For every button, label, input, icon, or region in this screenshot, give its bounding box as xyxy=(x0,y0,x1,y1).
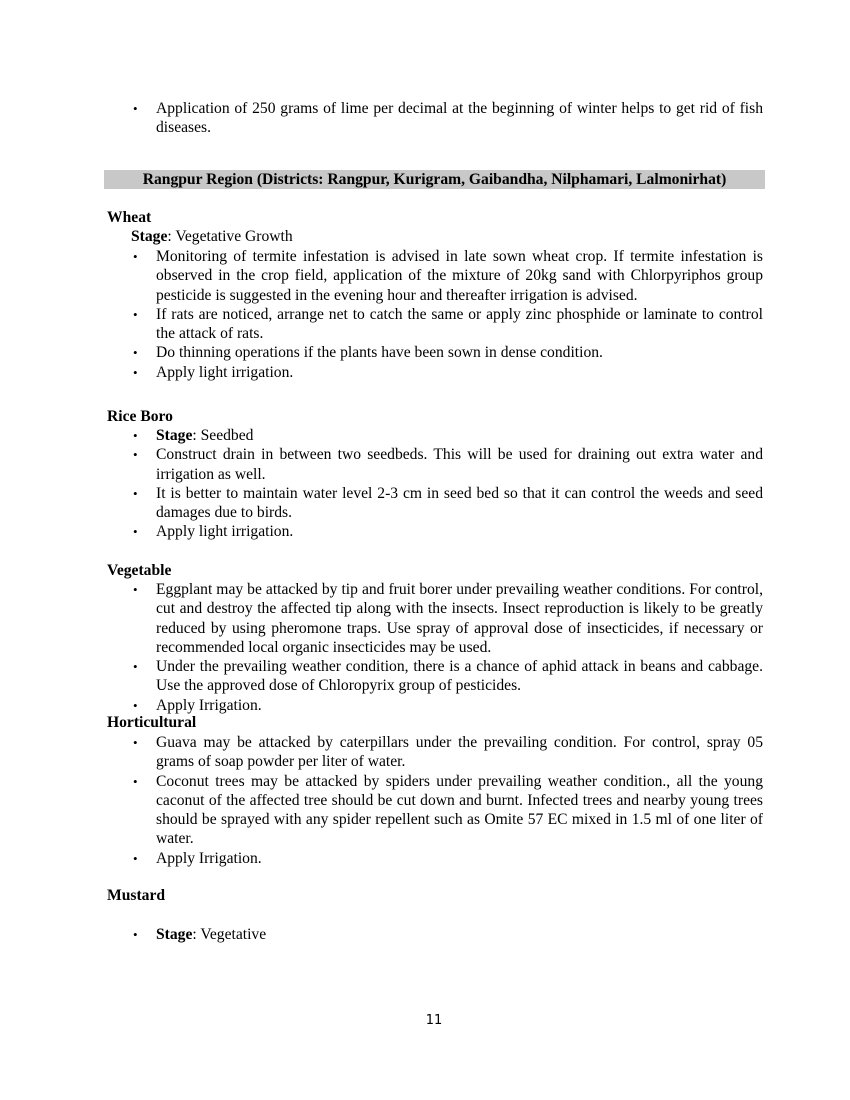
vegetable-heading: Vegetable xyxy=(107,562,172,579)
wheat-section xyxy=(107,247,763,382)
list-item: • Apply Irrigation. xyxy=(107,696,763,715)
list-item: • Under the prevailing weather condition, there is a chance of aphid attack in beans and cabbage. Use the approved dose of Chloropyrix group of pesticides. xyxy=(107,657,763,696)
region-header: Rangpur Region (Districts: Rangpur, Kurigram, Gaibandha, Nilphamari, Lalmonirhat) xyxy=(104,170,765,189)
wheat-heading: Wheat xyxy=(107,209,152,226)
list-item: • It is better to maintain water level 2-3 cm in seed bed so that it can control the weeds and seed damages due to birds. xyxy=(107,484,763,523)
rice-boro-section xyxy=(107,426,763,542)
list-item: • Coconut trees may be attacked by spiders under prevailing weather condition., all the young caconut of the affected tree should be cut down and burnt. Infected trees and nearby young trees should be sprayed with any spider repellent such as Omite 57 EC mixed in 1.5 ml of one liter of water. xyxy=(107,772,763,849)
list-item xyxy=(107,925,763,944)
stage-label: Stage xyxy=(156,427,193,444)
list-item: • If rats are noticed, arrange net to catch the same or apply zinc phosphide or laminate to control the attack of rats. xyxy=(107,305,763,344)
mustard-section xyxy=(107,925,763,944)
page-number: 11 xyxy=(425,1013,443,1028)
intro-section xyxy=(107,99,763,138)
stage-label: Stage xyxy=(131,228,168,245)
list-item: • Guava may be attacked by caterpillars under the prevailing condition. For control, spray 05 grams of soap powder per liter of water. xyxy=(107,733,763,772)
intro-list xyxy=(107,99,763,138)
horticultural-section xyxy=(107,733,763,868)
list-item: • Eggplant may be attacked by tip and fruit borer under prevailing weather conditions. For control, cut and destroy the affected tip along with the insects. Insect reproduction is likely to be greatly reduced by using pheromone traps. Use spray of approval dose of insecticides, if necessary or recommended local organic insecticides may be used. xyxy=(107,580,763,657)
stage-label: Stage xyxy=(156,926,193,943)
list-item: • Do thinning operations if the plants have been sown in dense condition. xyxy=(107,343,763,362)
rice-boro-list xyxy=(107,426,763,542)
mustard-list xyxy=(107,925,763,944)
list-item: • Application of 250 grams of lime per decimal at the beginning of winter helps to get rid of fish diseases. xyxy=(107,99,763,138)
list-item: • Apply light irrigation. xyxy=(107,363,763,382)
list-item: • Apply light irrigation. xyxy=(107,522,763,541)
list-item: • Apply Irrigation. xyxy=(107,849,763,868)
stage-value: : Vegetative Growth xyxy=(167,228,293,245)
horticultural-list xyxy=(107,733,763,868)
list-item: • Construct drain in between two seedbeds. This will be used for draining out extra water and irrigation as well. xyxy=(107,445,763,484)
list-item: • Monitoring of termite infestation is advised in late sown wheat crop. If termite infestation is observed in the crop field, application of the mixture of 20kg sand with Chlorpyriphos group pesticide is suggested in the evening hour and thereafter irrigation is advised. xyxy=(107,247,763,305)
stage-value: : Vegetative xyxy=(192,926,267,943)
stage-value: : Seedbed xyxy=(192,427,254,444)
list-item xyxy=(107,426,763,445)
rice-boro-heading: Rice Boro xyxy=(107,408,173,425)
vegetable-section xyxy=(107,580,763,715)
horticultural-heading: Horticultural xyxy=(107,714,197,731)
wheat-stage xyxy=(131,227,293,246)
wheat-list xyxy=(107,247,763,382)
vegetable-list xyxy=(107,580,763,715)
mustard-heading: Mustard xyxy=(107,887,166,904)
